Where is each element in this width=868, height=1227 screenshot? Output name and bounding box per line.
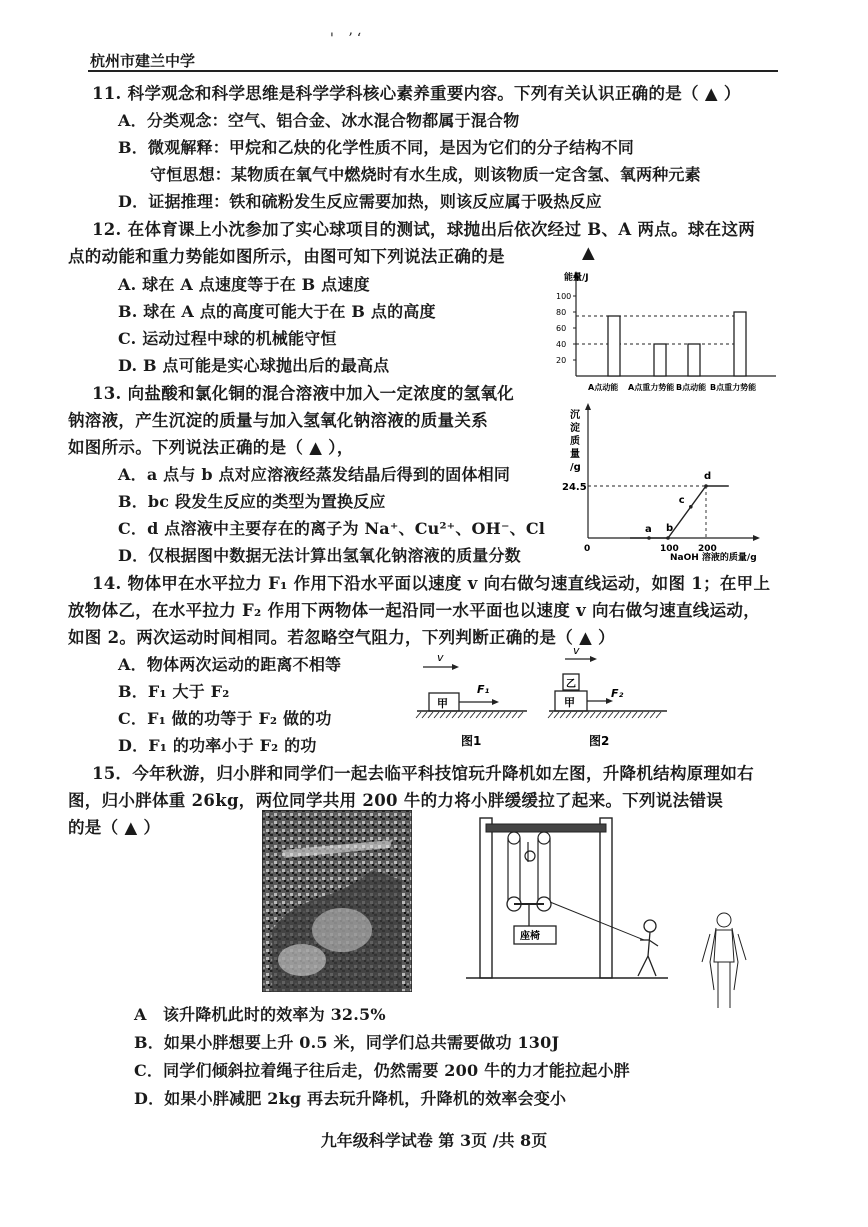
block-jia-2-label: 甲: [564, 696, 575, 709]
ground-hatch: [434, 712, 439, 718]
ground-hatch: [476, 712, 481, 718]
ground-hatch: [452, 712, 457, 718]
energy-bar: [654, 344, 666, 376]
ground-hatch: [512, 712, 517, 718]
q14-option-b: B．F₁ 大于 F₂: [118, 682, 230, 701]
precip-point: [647, 536, 651, 540]
block-jia-label: 甲: [437, 697, 448, 710]
ground-hatch: [488, 712, 493, 718]
q12-stem-line2: 点的动能和重力势能如图所示，由图可知下列说法正确的是: [68, 247, 505, 266]
fixed-pulley-2: [538, 832, 550, 844]
ground-hatch: [638, 712, 643, 718]
q12-option-c: C. 运动过程中球的机械能守恒: [118, 329, 337, 348]
q11-option-c: 守恒思想：某物质在氧气中燃烧时有水生成，则该物质一定含氢、氧两种元素: [150, 165, 701, 184]
q11-option-d: D．证据推理：铁和硫粉发生反应需要加热，则该反应属于吸热反应: [118, 192, 602, 211]
energy-ytick-label: 20: [556, 356, 567, 365]
force-diagrams: [415, 645, 675, 750]
q12-option-a: A. 球在 A 点速度等于在 B 点速度: [118, 275, 370, 294]
energy-ylabel: 能量/J: [564, 273, 589, 283]
right-post: [600, 818, 612, 978]
energy-ytick-label: 100: [556, 292, 572, 301]
q15-stem-line2: 图，归小胖体重 26kg，两位同学共用 200 牛的力将小胖缓缓拉了起来。下列说法错误: [68, 791, 724, 810]
puller-figure: [638, 920, 658, 976]
energy-bar: [608, 316, 620, 376]
q13-stem-line1: 13. 向盐酸和氯化铜的混合溶液中加入一定浓度的氢氧化: [92, 384, 515, 403]
ground-hatch: [560, 712, 565, 718]
q14-stem-line1: 14. 物体甲在水平拉力 F₁ 作用下沿水平面以速度 v 向右做匀速直线运动，如图 1；在甲上: [92, 574, 771, 593]
precip-y-arrow: [585, 403, 591, 410]
ground-hatch: [482, 712, 487, 718]
q15-option-b: B．如果小胖想要上升 0.5 米，同学们总共需要做功 130J: [134, 1033, 560, 1052]
q12-stem-line1: 12. 在体育课上小沈参加了实心球项目的测试，球抛出后依次经过 B、A 两点。球在这两: [92, 220, 756, 239]
q11-option-a: A．分类观念：空气、铝合金、冰水混合物都属于混合物: [118, 111, 520, 130]
block-yi-label: 乙: [566, 679, 576, 690]
scan-marks: ' ʼ ʻ: [330, 31, 362, 47]
precip-x-arrow: [753, 535, 760, 541]
ground-hatch: [494, 712, 499, 718]
q13-stem-line2: 钠溶液，产生沉淀的质量与加入氢氧化钠溶液的质量关系: [68, 411, 488, 430]
ground-hatch: [506, 712, 511, 718]
energy-bar: [688, 344, 700, 376]
ground-hatch: [584, 712, 589, 718]
q11-stem: 11. 科学观念和科学思维是科学学科核心素养重要内容。下列有关认识正确的是（ ▲ ）: [92, 84, 741, 103]
figure-2: [548, 645, 667, 748]
ground-hatch: [620, 712, 625, 718]
school-name: 杭州市建兰中学: [90, 52, 196, 70]
precip-xtick-label: 100: [660, 544, 679, 554]
ground-hatch: [440, 712, 445, 718]
ground-hatch: [566, 712, 571, 718]
q15-option-d: D．如果小胖减肥 2kg 再去玩升降机，升降机的效率会变小: [134, 1089, 567, 1108]
q12-answer-mark: ▲: [582, 243, 595, 262]
precip-ylabel-char: 淀: [570, 423, 580, 434]
page-footer: 九年级科学试卷 第 3页 /共 8页: [320, 1131, 548, 1150]
ground-hatch: [626, 712, 631, 718]
energy-ytick-label: 60: [556, 324, 567, 333]
ground-hatch: [602, 712, 607, 718]
q12-option-b: B. 球在 A 点的高度可能大于在 B 点的高度: [118, 302, 436, 321]
q14-stem-line2: 放物体乙，在水平拉力 F₂ 作用下两物体一起沿同一水平面也以速度 v 向右做匀速直线运动，: [68, 601, 761, 620]
precip-point: [666, 536, 670, 540]
ground-hatch: [632, 712, 637, 718]
q14-stem-line3: 如图 2。两次运动时间相同。若忽略空气阻力，下列判断正确的是（ ▲ ）: [68, 628, 615, 647]
energy-xlabel: A点重力势能: [628, 383, 675, 392]
fig1-velocity-label: v: [437, 651, 444, 664]
energy-ytick-label: 40: [556, 340, 567, 349]
q13-option-a: A．a 点与 b 点对应溶液经蒸发结晶后得到的固体相同: [118, 465, 511, 484]
q15-stem-line3: 的是（ ▲ ）: [68, 818, 161, 837]
figure-2-caption: 图2: [589, 734, 610, 748]
energy-xlabel: B点动能: [676, 383, 707, 392]
q12-option-d: D. B 点可能是实心球抛出后的最高点: [118, 356, 390, 375]
precipitation-chart: [560, 400, 780, 565]
ground-hatch: [554, 712, 559, 718]
energy-bar-chart: [548, 268, 788, 400]
fixed-pulley-1: [508, 832, 520, 844]
energy-bar: [734, 312, 746, 376]
q15-option-a: A 该升降机此时的效率为 32.5%: [134, 1005, 386, 1024]
ground-hatch: [644, 712, 649, 718]
lift-mechanism-diagram: [462, 812, 762, 1017]
ground-hatch: [650, 712, 655, 718]
figure-1: [416, 651, 527, 748]
precip-ylabel-char: /g: [570, 462, 581, 473]
left-post: [480, 818, 492, 978]
lift-photo: [262, 810, 412, 992]
ground-hatch: [428, 712, 433, 718]
ground-hatch: [518, 712, 523, 718]
q13-option-b: B．bc 段发生反应的类型为置换反应: [118, 492, 386, 511]
force-f1-label: F₁: [477, 683, 490, 696]
top-beam: [486, 824, 606, 832]
precip-point: [704, 484, 708, 488]
ground-hatch: [596, 712, 601, 718]
energy-ytick-label: 80: [556, 308, 567, 317]
seat-label: 座椅: [520, 931, 540, 942]
ground-hatch: [446, 712, 451, 718]
ground-hatch: [608, 712, 613, 718]
ground-hatch: [458, 712, 463, 718]
precip-point-label: d: [704, 471, 712, 482]
header-divider: [88, 70, 778, 72]
energy-xlabel: B点重力势能: [710, 383, 757, 392]
precip-xtick-label: 200: [698, 544, 717, 554]
ground-hatch: [578, 712, 583, 718]
ground-hatch: [572, 712, 577, 718]
energy-xlabel: A点动能: [588, 383, 619, 392]
ground-hatch: [614, 712, 619, 718]
figure-1-caption: 图1: [461, 734, 482, 748]
q15-option-c: C．同学们倾斜拉着绳子往后走，仍然需要 200 牛的力才能拉起小胖: [134, 1061, 630, 1080]
ground-hatch: [470, 712, 475, 718]
precip-xtick-label: 0: [584, 544, 591, 554]
q14-option-a: A．物体两次运动的距离不相等: [118, 655, 342, 674]
q13-stem-line3: 如图所示。下列说法正确的是（ ▲ ），: [68, 438, 354, 457]
ground-hatch: [656, 712, 661, 718]
ground-hatch: [416, 712, 421, 718]
precip-point-label: c: [678, 494, 685, 506]
q11-option-b: B．微观解释：甲烷和乙炔的化学性质不同，是因为它们的分子结构不同: [118, 138, 634, 157]
q15-stem-line1: 15．今年秋游，归小胖和同学们一起去临平科技馆玩升降机如左图，升降机结构原理如右: [92, 764, 754, 783]
precip-yvalue: 24.5: [562, 482, 587, 493]
precip-ylabel-char: 沉: [570, 410, 580, 421]
q13-option-c: C．d 点溶液中主要存在的离子为 Na⁺、Cu²⁺、OH⁻、Cl: [118, 519, 546, 538]
ground-hatch: [500, 712, 505, 718]
precip-point-label: b: [666, 523, 674, 534]
sketched-person: [702, 913, 746, 1008]
ground-hatch: [464, 712, 469, 718]
precip-point-label: a: [645, 524, 652, 535]
ground-hatch: [548, 712, 553, 718]
precip-ylabel-char: 量: [570, 449, 580, 460]
fig2-velocity-label: v: [573, 645, 580, 657]
ground-hatch: [590, 712, 595, 718]
ground-hatch: [422, 712, 427, 718]
precip-ylabel-char: 质: [570, 436, 580, 447]
pulley-3: [525, 851, 535, 861]
q14-option-d: D．F₁ 的功率小于 F₂ 的功: [118, 736, 317, 755]
q14-option-c: C．F₁ 做的功等于 F₂ 做的功: [118, 709, 332, 728]
force-f2-label: F₂: [611, 687, 624, 700]
precip-point: [689, 505, 693, 509]
q13-option-d: D．仅根据图中数据无法计算出氢氧化钠溶液的质量分数: [118, 546, 521, 565]
precip-xlabel: NaOH 溶液的质量/g: [670, 553, 757, 563]
